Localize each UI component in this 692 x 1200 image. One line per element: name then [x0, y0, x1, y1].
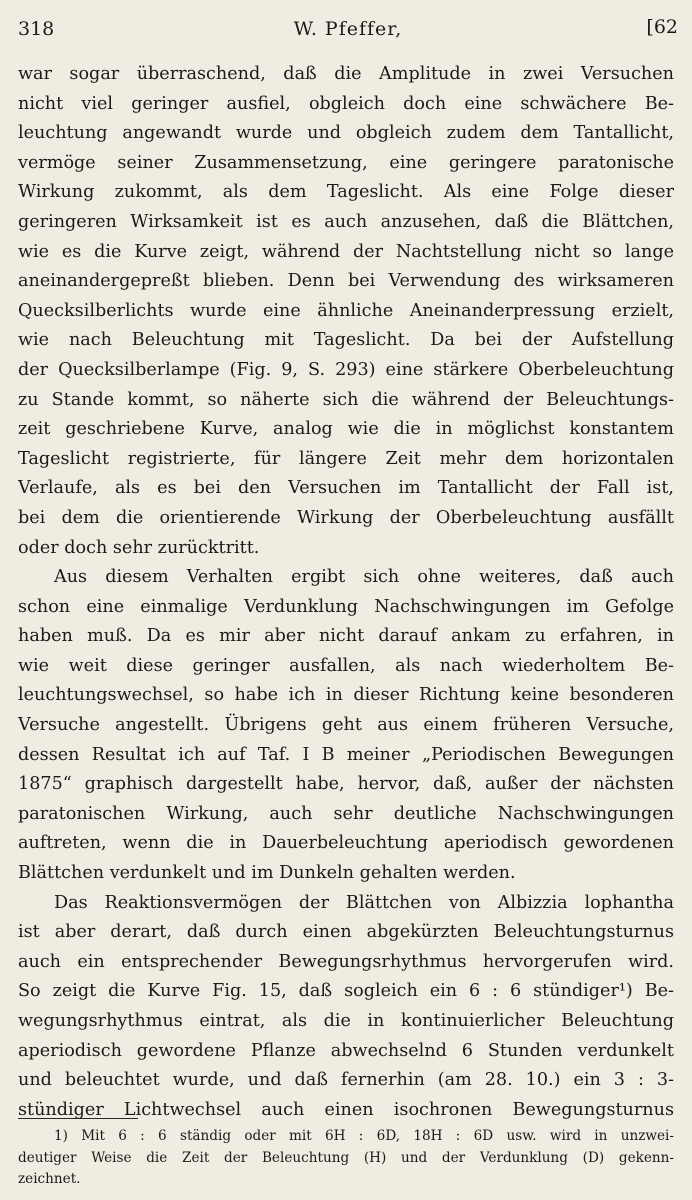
page-number: 318 — [18, 18, 55, 40]
text-line: zeit geschriebene Kurve, analog wie die in möglichst konstantem — [18, 419, 674, 440]
text-line: Das Reaktionsvermögen der Blättchen von Albizzia lophantha — [54, 892, 674, 913]
text-line: der Quecksilberlampe (Fig. 9, S. 293) eine stärkere Oberbeleuchtung — [18, 359, 674, 380]
text-line: wie es die Kurve zeigt, während der Nachtstellung nicht so lange — [18, 241, 674, 262]
footnote-line: deutiger Weise die Zeit der Beleuchtung (H) und der Verdunklung (D) gekenn- — [18, 1149, 674, 1166]
text-line: bei dem die orientierende Wirkung der Oberbeleuchtung ausfällt — [18, 507, 674, 528]
text-line: schon eine einmalige Verdunklung Nachschwingungen im Gefolge — [18, 596, 674, 617]
text-line: leuchtungswechsel, so habe ich in dieser Richtung keine besonderen — [18, 685, 674, 706]
text-line: Tageslicht registrierte, für längere Zeit mehr dem horizontalen — [18, 448, 674, 469]
text-line: Aus diesem Verhalten ergibt sich ohne weiteres, daß auch — [54, 567, 674, 588]
text-line: aneinandergepreßt blieben. Denn bei Verwendung des wirksameren — [18, 271, 674, 292]
text-line: oder doch sehr zurücktritt. — [18, 537, 260, 558]
text-line: So zeigt die Kurve Fig. 15, daß sogleich ein 6 : 6 stündiger¹) Be- — [18, 981, 674, 1002]
text-line: auftreten, wenn die in Dauerbeleuchtung aperiodisch gewordenen — [18, 833, 674, 854]
text-line: Blättchen verdunkelt und im Dunkeln gehalten werden. — [18, 863, 516, 884]
text-line: paratonischen Wirkung, auch sehr deutliche Nachschwingungen — [18, 803, 674, 824]
text-line: nicht viel geringer ausfiel, obgleich doch eine schwächere Be- — [18, 93, 674, 114]
text-line: und beleuchtet wurde, und daß fernerhin (am 28. 10.) ein 3 : 3- — [18, 1070, 674, 1091]
text-line: Verlaufe, als es bei den Versuchen im Tantallicht der Fall ist, — [18, 478, 674, 499]
text-line: haben muß. Da es mir aber nicht darauf ankam zu erfahren, in — [18, 626, 674, 647]
text-line: aperiodisch gewordene Pflanze abwechselnd 6 Stunden verdunkelt — [18, 1040, 674, 1061]
running-header — [18, 16, 678, 48]
text-line: leuchtung angewandt wurde und obgleich zudem dem Tantallicht, — [18, 123, 674, 144]
text-line: stündiger Lichtwechsel auch einen isochronen Bewegungsturnus — [18, 1099, 674, 1120]
section-mark: [62 — [646, 16, 678, 38]
text-line: vermöge seiner Zusammensetzung, eine geringere paratonische — [18, 152, 674, 173]
footnote — [18, 1126, 674, 1191]
text-line: wie weit diese geringer ausfallen, als nach wiederholtem Be- — [18, 655, 674, 676]
paragraph-3 — [18, 889, 674, 1126]
paragraph-2 — [18, 563, 674, 889]
footnote-line: 1) Mit 6 : 6 ständig oder mit 6H : 6D, 18H : 6D usw. wird in unzwei- — [54, 1128, 674, 1144]
body-text — [18, 60, 674, 1125]
text-line: wegungsrhythmus eintrat, als die in kontinuierlicher Beleuchtung — [18, 1011, 674, 1031]
text-line: 1875“ graphisch dargestellt habe, hervor, daß, außer der nächsten — [18, 774, 674, 795]
text-line: ist aber derart, daß durch einen abgekürzten Beleuchtungsturnus — [18, 922, 674, 943]
text-line: Versuche angestellt. Übrigens geht aus einem früheren Versuche, — [18, 715, 674, 736]
footnote-line: zeichnet. — [18, 1171, 81, 1187]
text-line: Wirkung zukommt, als dem Tageslicht. Als eine Folge dieser — [18, 182, 674, 203]
paragraph-1 — [18, 60, 674, 563]
text-line: zu Stande kommt, so näherte sich die während der Beleuchtungs- — [18, 389, 674, 410]
running-title: W. Pfeffer, — [293, 18, 403, 40]
text-line: war sogar überraschend, daß die Amplitude in zwei Versuchen — [18, 64, 674, 84]
text-line: dessen Resultat ich auf Taf. I B meiner „Periodischen Bewegungen — [18, 744, 674, 765]
text-line: wie nach Beleuchtung mit Tageslicht. Da bei der Aufstellung — [18, 330, 674, 351]
text-line: geringeren Wirksamkeit ist es auch anzusehen, daß die Blättchen, — [18, 211, 674, 232]
text-line: Quecksilberlichts wurde eine ähnliche Aneinanderpressung erzielt, — [18, 300, 674, 321]
text-line: auch ein entsprechender Bewegungsrhythmus hervorgerufen wird. — [18, 951, 674, 972]
footnote-divider — [18, 1118, 138, 1119]
